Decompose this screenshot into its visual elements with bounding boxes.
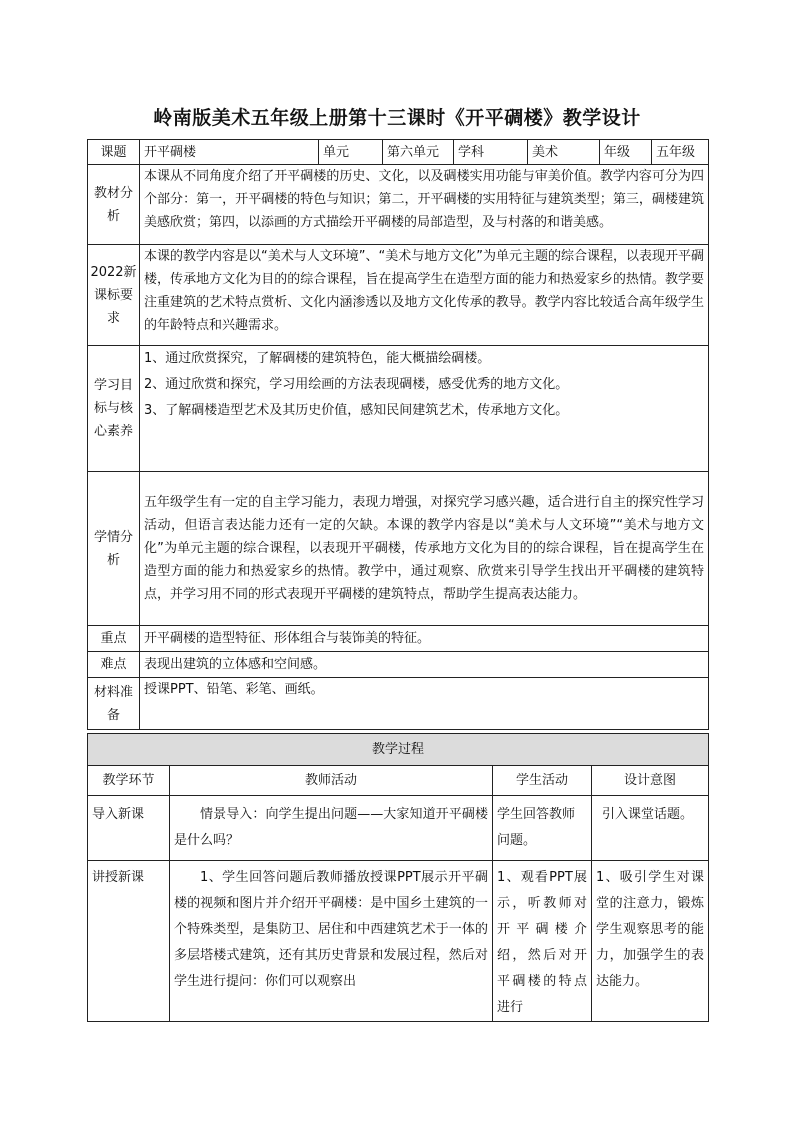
analysis-row xyxy=(88,165,709,245)
goals-list xyxy=(140,346,709,472)
materials-row xyxy=(88,678,709,730)
key-label: 重点 xyxy=(88,626,140,652)
goals-row xyxy=(88,346,709,472)
teacher-activity-cell: 情景导入：向学生提出问题——大家知道开平碉楼是什么吗？ xyxy=(170,796,493,861)
grade-label: 年级 xyxy=(600,140,652,165)
goal-item: 2、通过欣赏和探究，学习用绘画的方法表现碉楼，感受优秀的地方文化。 xyxy=(144,377,569,392)
goals-label: 学习目标与核心素养 xyxy=(88,346,140,472)
difficulty-row xyxy=(88,652,709,678)
materials-label: 材料准备 xyxy=(88,678,140,730)
difficulty-text: 表现出建筑的立体感和空间感。 xyxy=(140,652,709,678)
student-activity-cell: 1、观看PPT展示，听教师对开平碉楼介绍，然后对开平碉楼的特点进行 xyxy=(493,861,592,1022)
learner-label: 学情分析 xyxy=(88,472,140,626)
document-title: 岭南版美术五年级上册第十三课时《开平碉楼》教学设计 xyxy=(153,107,641,129)
column-header-teacher: 教师活动 xyxy=(170,766,493,796)
goal-item: 1、通过欣赏探究，了解碉楼的建筑特色，能大概描绘碉楼。 xyxy=(144,351,491,366)
lesson-info-table xyxy=(87,139,709,730)
teacher-activity-cell: 1、学生回答问题后教师播放授课PPT展示开平碉楼的视频和图片并介绍开平碉楼：是中国乡土建筑的一个特殊类型，是集防卫、居住和中西建筑艺术于一体的多层塔楼式建筑，还有其历史背景和发展过程，然后对学生进行提问：你们可以观察出 xyxy=(170,861,493,1022)
stage-cell: 导入新课 xyxy=(88,796,170,861)
key-row xyxy=(88,626,709,652)
analysis-text: 本课从不同角度介绍了开平碉楼的历史、文化，以及碉楼实用功能与审美价值。教学内容可分为四个部分：第一，开平碉楼的特色与知识；第二，开平碉楼的实用特征与建筑类型；第三，碉楼建筑美感欣赏；第四，以添画的方式描绘开平碉楼的局部造型，及与村落的和谐美感。 xyxy=(140,165,709,245)
topic-label: 课题 xyxy=(88,140,140,165)
teaching-process-table xyxy=(87,733,709,1022)
standard-text: 本课的教学内容是以“美术与人文环境”、“美术与地方文化”为单元主题的综合课程，以表现开平碉楼，传承地方文化为目的的综合课程，旨在提高学生在造型方面的能力和热爱家乡的热情。教学要注重建筑的艺术特点赏析、文化内涵渗透以及地方文化传承的教导。教学内容比较适合高年级学生的年龄特点和兴趣需求。 xyxy=(140,245,709,346)
grade-value: 五年级 xyxy=(652,140,709,165)
table-row xyxy=(88,796,709,861)
unit-label: 单元 xyxy=(319,140,383,165)
standard-label: 2022新课标要求 xyxy=(88,245,140,346)
unit-value: 第六单元 xyxy=(383,140,454,165)
process-header-row xyxy=(88,766,709,796)
intent-cell: 1、吸引学生对课堂的注意力，锻炼学生观察思考的能力，加强学生的表达能力。 xyxy=(592,861,709,1022)
subject-value: 美术 xyxy=(528,140,600,165)
process-section-row xyxy=(88,734,709,766)
learner-row xyxy=(88,472,709,626)
stage-cell: 讲授新课 xyxy=(88,861,170,1022)
intent-cell: 引入课堂话题。 xyxy=(592,796,709,861)
analysis-label: 教材分析 xyxy=(88,165,140,245)
learner-text: 五年级学生有一定的自主学习能力，表现力增强，对探究学习感兴趣，适合进行自主的探究性学习活动，但语言表达能力还有一定的欠缺。本课的教学内容是以“美术与人文环境”“美术与地方文化”为单元主题的综合课程，以表现开平碉楼，传承地方文化为目的的综合课程，旨在提高学生在造型方面的能力和热爱家乡的热情。教学中，通过观察、欣赏来引导学生找出开平碉楼的建筑特点，并学习用不同的形式表现开平碉楼的建筑特点，帮助学生提高表达能力。 xyxy=(140,472,709,626)
column-header-student: 学生活动 xyxy=(493,766,592,796)
difficulty-label: 难点 xyxy=(88,652,140,678)
column-header-intent: 设计意图 xyxy=(592,766,709,796)
subject-label: 学科 xyxy=(454,140,528,165)
key-text: 开平碉楼的造型特征、形体组合与装饰美的特征。 xyxy=(140,626,709,652)
column-header-stage: 教学环节 xyxy=(88,766,170,796)
topic-value: 开平碉楼 xyxy=(140,140,319,165)
materials-text: 授课PPT、铅笔、彩笔、画纸。 xyxy=(140,678,709,730)
goal-item: 3、了解碉楼造型艺术及其历史价值，感知民间建筑艺术，传承地方文化。 xyxy=(144,403,569,418)
header-row xyxy=(88,140,709,165)
table-row xyxy=(88,861,709,1022)
process-section-title: 教学过程 xyxy=(88,734,709,766)
standard-row xyxy=(88,245,709,346)
student-activity-cell: 学生回答教师问题。 xyxy=(493,796,592,861)
